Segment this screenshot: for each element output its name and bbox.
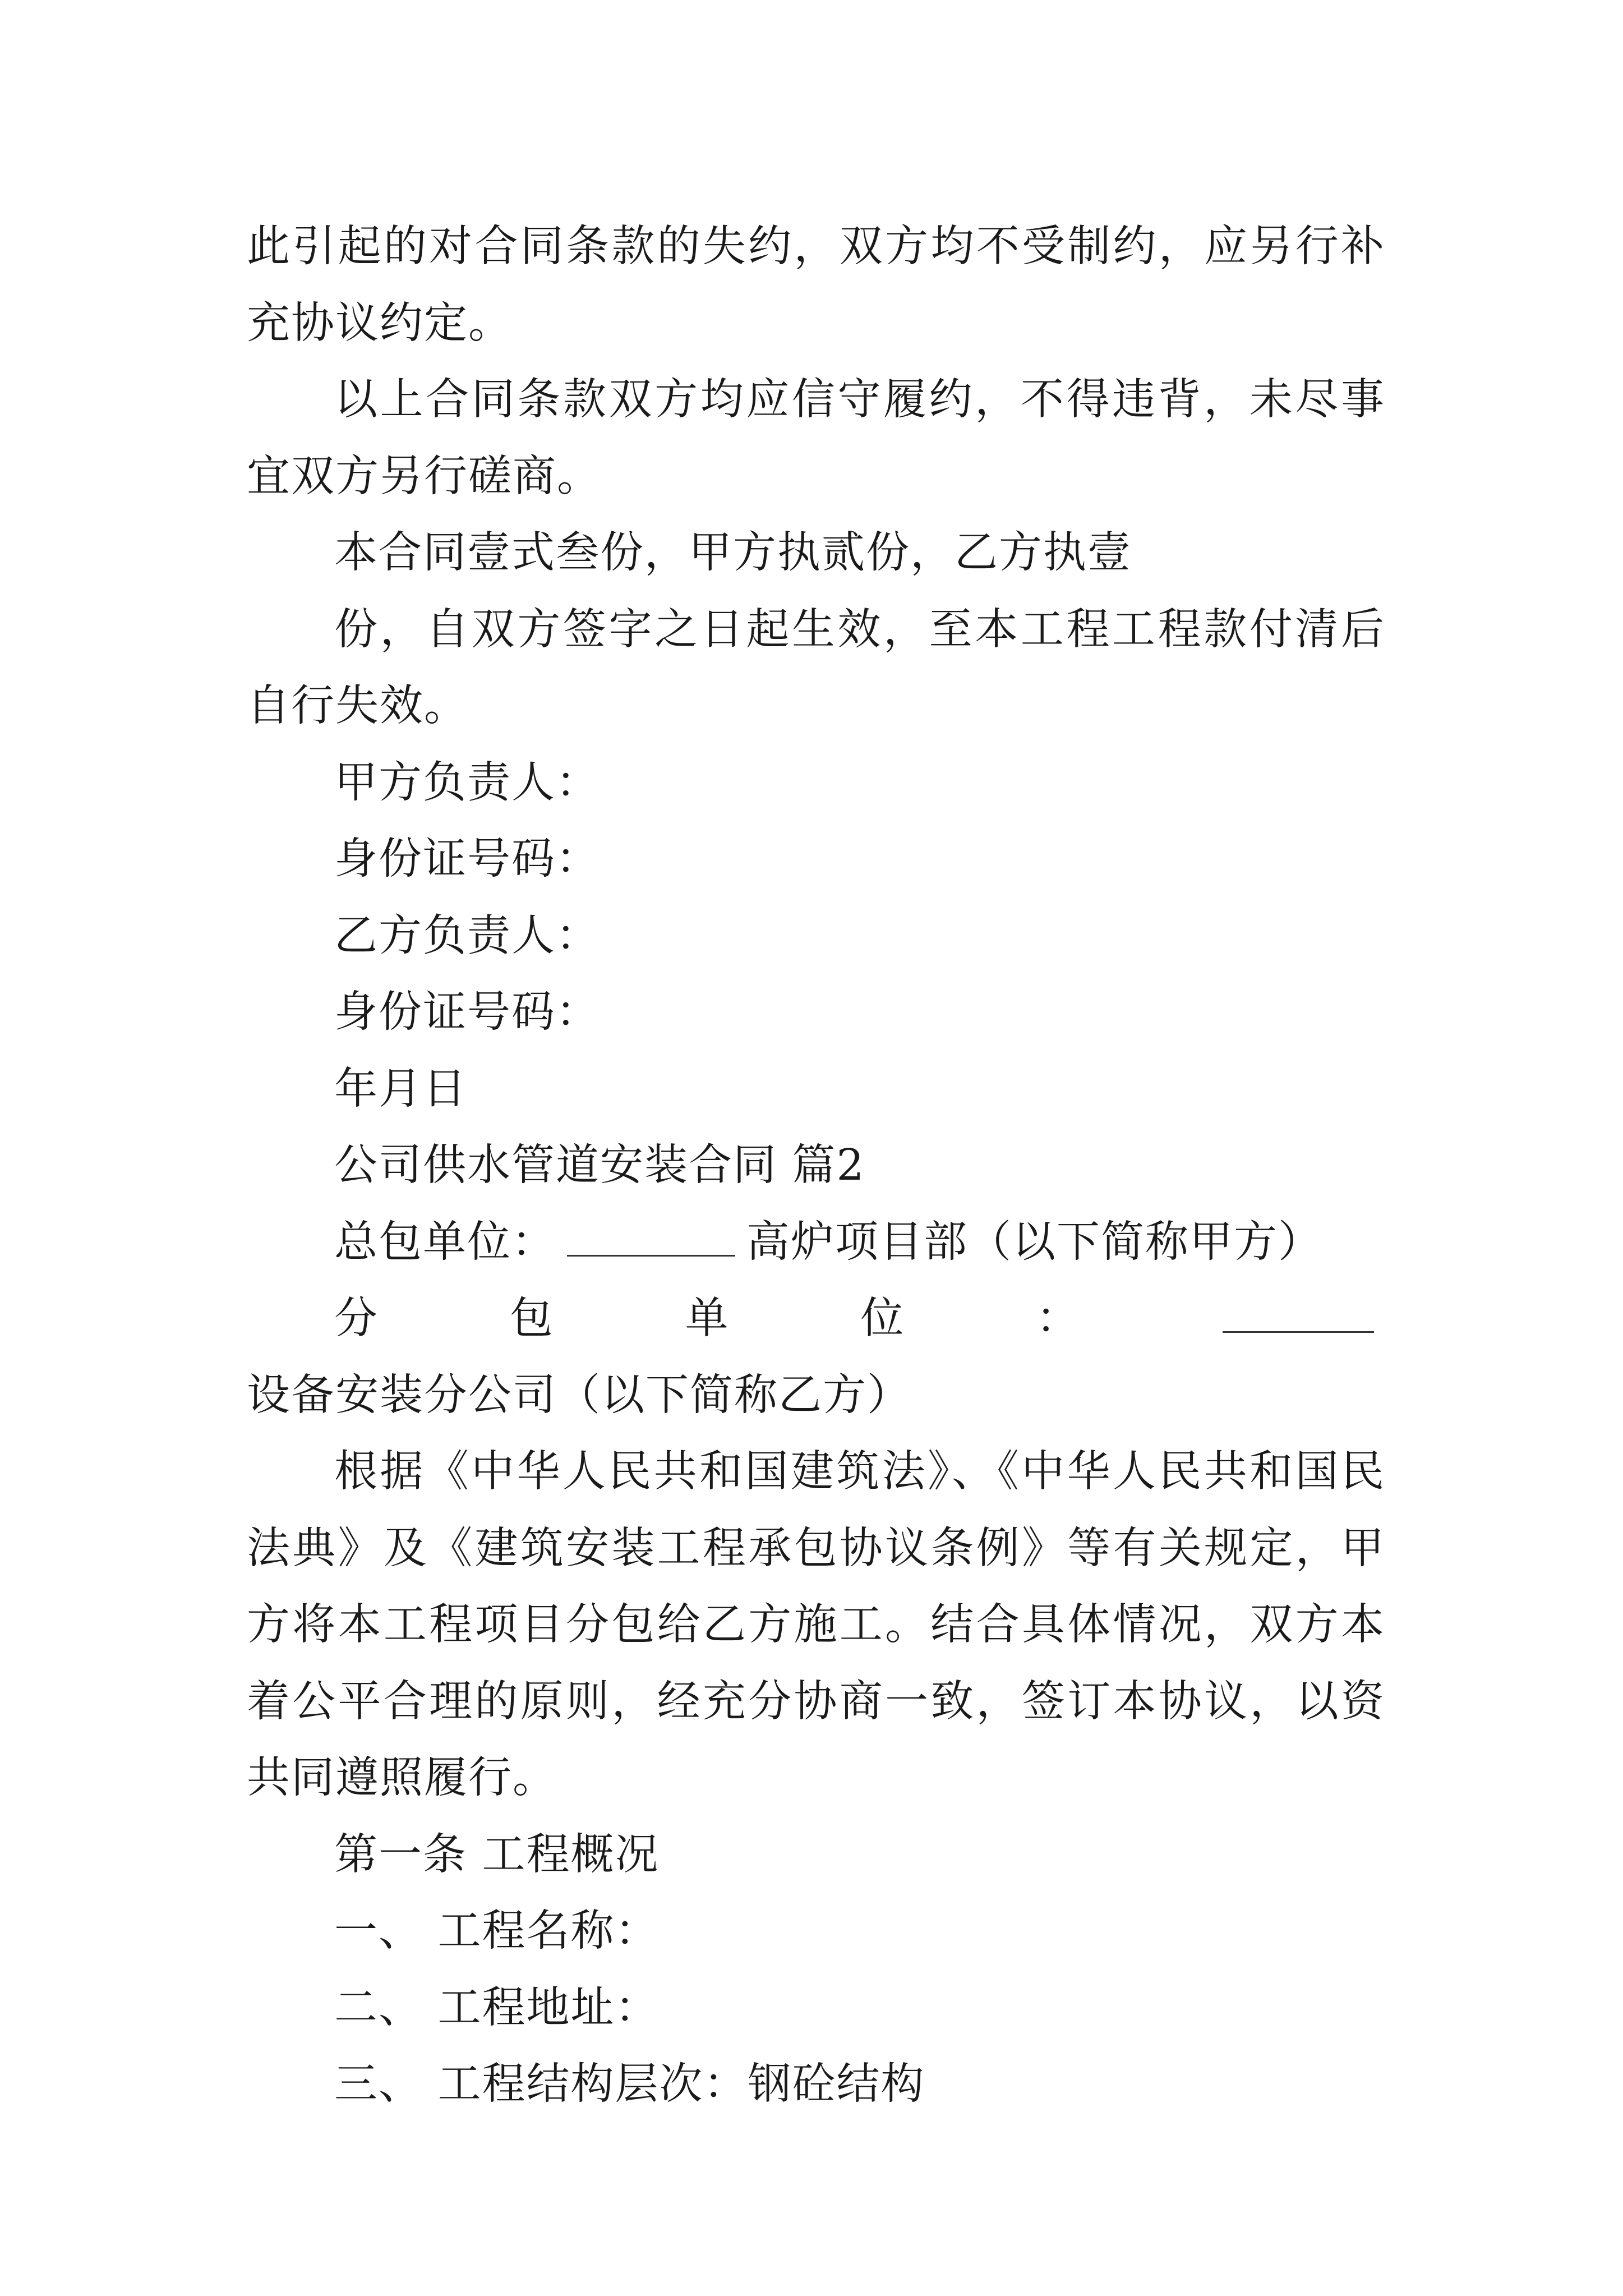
general-contractor-name: 高炉项目部（以下简称甲方） [746,1217,1322,1267]
subcontractor-blank [1223,1292,1374,1333]
document-body [247,209,1385,2123]
project-name-item: 一、 工程名称： [334,1906,660,1956]
general-contractor-blank [567,1216,735,1256]
subcontractor-line [247,1281,1385,1434]
party-a-id-number: 身份证号码： [334,834,600,884]
project-structure-item: 三、 工程结构层次：钢砼结构 [334,2059,925,2109]
paragraph-good-faith: 以上合同条款双方均应信守履约，不得违背，未尽事宜双方另行磋商。 [247,375,1385,501]
general-contractor-line [247,1204,1385,1281]
paragraph-effective: 份，自双方签字之日起生效，至本工程工程款付清后自行失效。 [247,604,1385,731]
article-1-heading: 第一条 工程概况 [334,1829,660,1880]
signing-date: 年月日 [334,1064,467,1114]
contract-2-title: 公司供水管道安装合同 篇2 [334,1140,865,1190]
subcontractor-label: 分包单位： [334,1294,1211,1343]
paragraph-breach-clause: 此引起的对合同条款的失约，双方均不受制约，应另行补充协议约定。 [247,222,1385,348]
general-contractor-label: 总包单位： [334,1217,556,1267]
party-b-id-number: 身份证号码： [334,987,600,1037]
party-b-representative: 乙方负责人： [334,910,600,961]
paragraph-legal-basis: 根据《中华人民共和国建筑法》、《中华人民共和国民法典》及《建筑安装工程承包协议条例》等有关规定，甲方将本工程项目分包给乙方施工。结合具体情况，双方本着公平合理的原则，经充分协商一致，签订本协议，以资共同遵照履行。 [247,1447,1385,1803]
project-address-item: 二、 工程地址： [334,1982,660,2033]
subcontractor-name: 设备安装分公司（以下简称乙方） [247,1370,911,1420]
paragraph-copies: 本合同壹式叁份，甲方执贰份，乙方执壹 [334,528,1132,578]
party-a-representative: 甲方负责人： [334,757,600,808]
